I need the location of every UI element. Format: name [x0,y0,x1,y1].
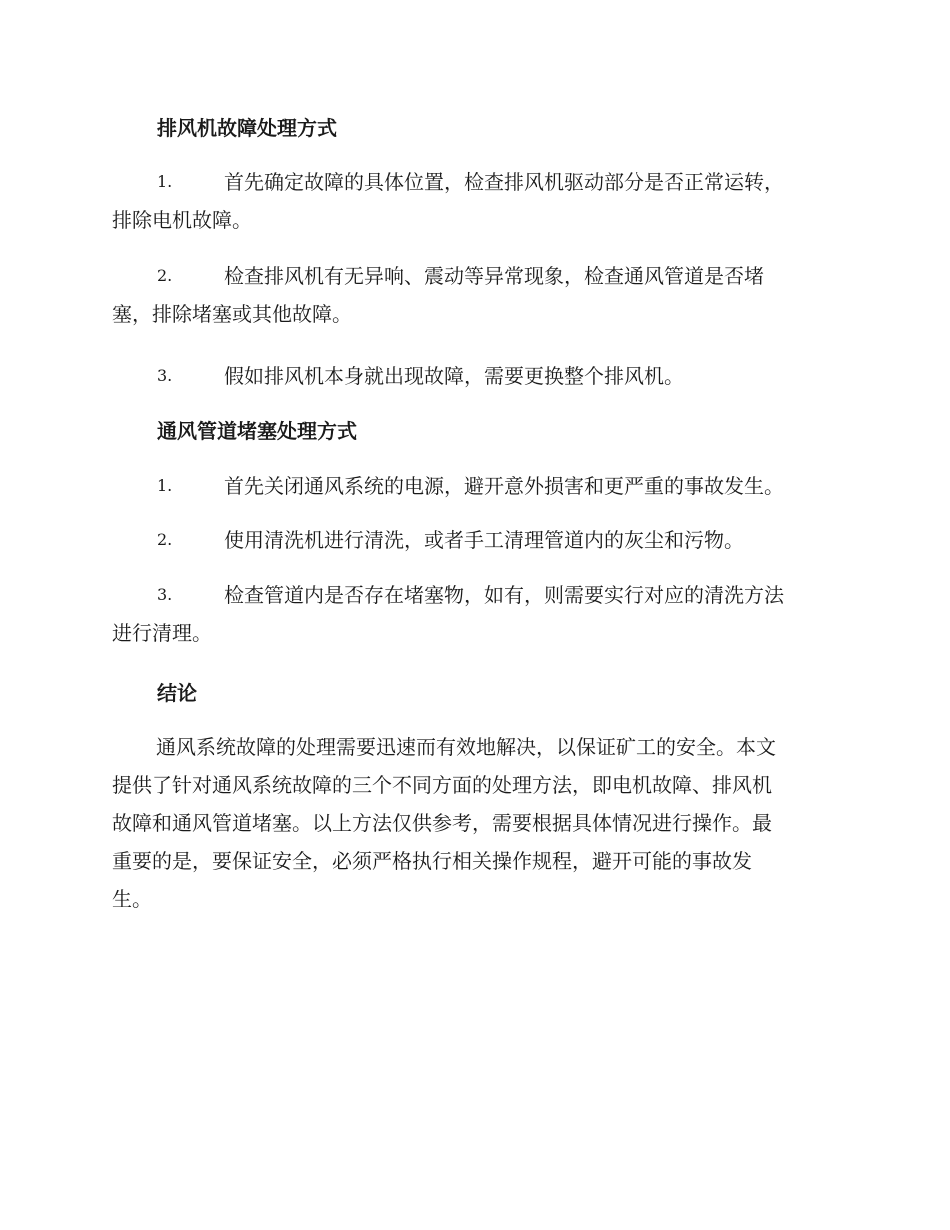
list-item-text: 进行清理。 [112,621,212,645]
list-item-text: 检查管道内是否存在堵塞物，如有，则需要实行对应的清洗方法 [224,583,784,607]
list-item [112,467,834,505]
section-heading-conclusion: 结论 [157,681,197,705]
list-number: 1. [157,172,173,191]
list-item [112,576,834,652]
list-item [112,521,834,559]
list-number: 2. [157,266,173,285]
list-item-text: 排除电机故障。 [112,208,252,232]
list-number: 3. [157,366,173,385]
list-number: 1. [157,476,173,495]
conclusion-paragraph [112,728,834,918]
section-heading-fan-faults: 排风机故障处理方式 [157,116,337,140]
list-item-text: 检查排风机有无异响、震动等异常现象，检查通风管道是否堵 [224,264,764,288]
list-number: 3. [157,585,173,604]
paragraph-line: 重要的是，要保证安全，必须严格执行相关操作规程，避开可能的事故发 [112,849,752,873]
list-item-text: 首先关闭通风系统的电源，避开意外损害和更严重的事故发生。 [224,474,784,498]
paragraph-line: 故障和通风管道堵塞。以上方法仅供参考，需要根据具体情况进行操作。最 [112,811,772,835]
list-item-text: 使用清洗机进行清洗，或者手工清理管道内的灰尘和污物。 [224,528,744,552]
list-item [112,357,834,395]
paragraph-line: 通风系统故障的处理需要迅速而有效地解决，以保证矿工的安全。本文 [156,735,776,759]
list-item [112,257,834,333]
list-item-text: 塞，排除堵塞或其他故障。 [112,302,352,326]
section-heading-duct-blockage: 通风管道堵塞处理方式 [157,419,357,443]
list-number: 2. [157,530,173,549]
paragraph-line: 提供了针对通风系统故障的三个不同方面的处理方法，即电机故障、排风机 [112,773,772,797]
list-item-text: 首先确定故障的具体位置，检查排风机驱动部分是否正常运转， [224,170,784,194]
paragraph-line: 生。 [112,887,152,911]
list-item [112,163,834,239]
list-item-text: 假如排风机本身就出现故障，需要更换整个排风机。 [224,364,684,388]
